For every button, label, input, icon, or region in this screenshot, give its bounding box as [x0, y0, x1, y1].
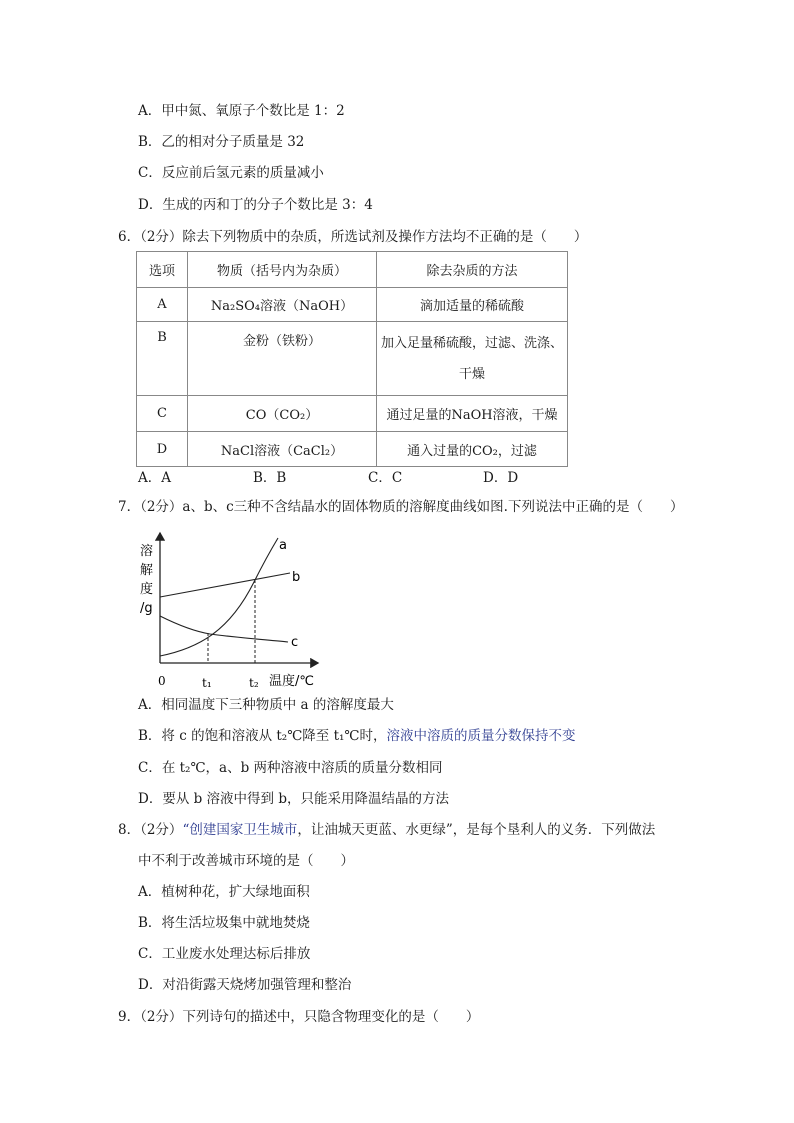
- curve-c-label: c: [291, 635, 299, 650]
- q9-stem: 9．（2分）下列诗句的描述中，只隐含物理变化的是（ ）: [118, 1009, 480, 1025]
- q8-stem-text: ，让油城天更蓝、水更绿”，是每个垦利人的义务．下列做法: [297, 822, 656, 838]
- q8-stem-number: 8．（2分）: [118, 822, 183, 838]
- q8-option-c: C．工业废水处理达标后排放: [138, 946, 311, 962]
- table-cell: Na₂SO₄溶液（NaOH）: [188, 288, 377, 322]
- q7-stem: 7．（2分）a、b、c三种不含结晶水的固体物质的溶解度曲线如图.下列说法中正确的是（ ）: [118, 499, 684, 515]
- q8-stem-highlight: “创建国家卫生城市: [182, 822, 298, 838]
- q8-option-b: B．将生活垃圾集中就地焚烧: [138, 915, 310, 931]
- table-cell: [377, 322, 568, 396]
- y-axis-label-char: /g: [140, 601, 153, 616]
- table-row: [137, 322, 568, 396]
- table-cell: CO（CO₂）: [188, 396, 377, 432]
- q6-answer-choices: [138, 466, 598, 486]
- table-cell: 通入过量的CO₂，过滤: [377, 432, 568, 467]
- y-axis-label-char: 解: [140, 563, 154, 578]
- table-cell: D: [137, 432, 188, 467]
- table-cell: 金粉（铁粉）: [188, 322, 377, 396]
- y-axis-label-char: 度: [140, 582, 154, 597]
- q5-option-d: D．生成的丙和丁的分子个数比是 3：4: [138, 197, 373, 213]
- q7-option-b-text: B．将 c 的饱和溶液从 t₂℃降至 t₁℃时，: [138, 728, 387, 744]
- t1-label: t₁: [202, 676, 212, 690]
- q8-option-a: A．植树种花，扩大绿地面积: [138, 884, 310, 900]
- table-row: [137, 288, 568, 322]
- curve-b-label: b: [292, 570, 301, 585]
- curve-a: [160, 538, 278, 656]
- curve-c: [160, 616, 288, 642]
- table-cell: B: [137, 322, 188, 396]
- q6-table: [136, 251, 568, 467]
- table-row: [137, 396, 568, 432]
- curve-b: [160, 573, 290, 597]
- t2-label: t₂: [249, 676, 259, 690]
- q5-option-a: A．甲中氮、氧原子个数比是 1：2: [138, 103, 345, 119]
- curve-a-label: a: [279, 538, 287, 553]
- table-cell: C: [137, 396, 188, 432]
- table-header-cell: 选项: [137, 252, 188, 288]
- q8-stem-line2: 中不利于改善城市环境的是（ ）: [138, 853, 354, 869]
- table-header-row: [137, 252, 568, 288]
- q8-option-d: D．对沿街露天烧烤加强管理和整治: [138, 977, 352, 993]
- q8-stem: [118, 820, 655, 840]
- q7-option-b: [138, 726, 576, 746]
- q7-option-b-highlight: 溶液中溶质的质量分数保持不变: [386, 728, 576, 744]
- table-cell: 通过足量的NaOH溶液，干燥: [377, 396, 568, 432]
- table-row: [137, 432, 568, 467]
- table-cell: NaCl溶液（CaCl₂）: [188, 432, 377, 467]
- q6-choice-a: A．A: [138, 470, 171, 486]
- table-cell: 滴加适量的稀硫酸: [377, 288, 568, 322]
- q6-stem: 6．（2分）除去下列物质中的杂质，所选试剂及操作方法均不正确的是（ ）: [118, 229, 588, 245]
- q7-option-c: C．在 t₂℃，a、b 两种溶液中溶质的质量分数相同: [138, 760, 443, 776]
- table-cell: A: [137, 288, 188, 322]
- table-cell-line: 干燥: [458, 366, 485, 382]
- table-cell-line: 加入足量稀硫酸，过滤、洗涤、: [380, 335, 563, 351]
- table-header-cell: 物质（括号内为杂质）: [188, 252, 377, 288]
- q7-option-a: A．相同温度下三种物质中 a 的溶解度最大: [138, 697, 394, 713]
- x-axis-label: 温度/℃: [269, 674, 314, 689]
- solubility-graph: [130, 530, 330, 695]
- q6-choice-c: C．C: [368, 470, 403, 486]
- y-axis-label-char: 溶: [140, 544, 154, 559]
- q5-option-b: B．乙的相对分子质量是 32: [138, 134, 305, 150]
- q6-choice-d: D．D: [483, 470, 519, 486]
- q6-choice-b: B．B: [253, 470, 287, 486]
- q7-option-d: D．要从 b 溶液中得到 b，只能采用降温结晶的方法: [138, 791, 449, 807]
- origin-label: 0: [158, 674, 166, 688]
- q5-option-c: C．反应前后氢元素的质量减小: [138, 165, 324, 181]
- table-header-cell: 除去杂质的方法: [377, 252, 568, 288]
